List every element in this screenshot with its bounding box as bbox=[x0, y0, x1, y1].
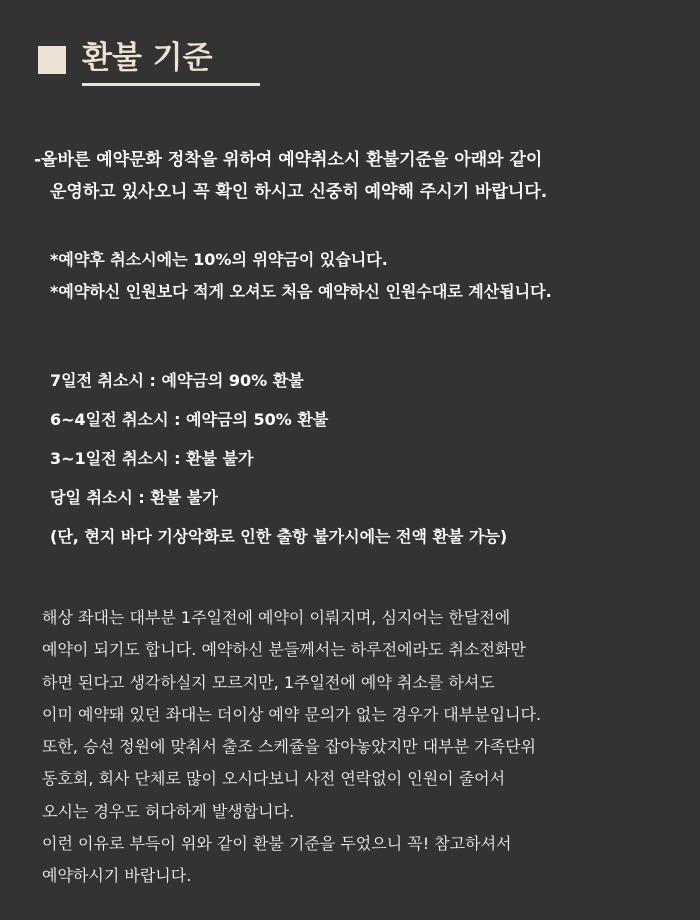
rule-item: *예약하신 인원보다 적게 오셔도 처음 예약하신 인원수대로 계산됩니다. bbox=[50, 282, 552, 301]
description-line: 또한, 승선 정원에 맞춰서 출조 스케쥴을 잡아놓았지만 대부분 가족단위 bbox=[42, 737, 536, 757]
description-line: 동호회, 회사 단체로 많이 오시다보니 사전 연락없이 인원이 줄어서 bbox=[42, 769, 506, 789]
refund-item: 3~1일전 취소시 : 환불 불가 bbox=[50, 449, 254, 468]
notice-paragraph bbox=[34, 144, 674, 208]
notice-line: -올바른 예약문화 정착을 위하여 예약취소시 환불기준을 아래와 같이 bbox=[34, 150, 543, 170]
notice-line: 운영하고 있사오니 꼭 확인 하시고 신중히 예약해 주시기 바랍니다. bbox=[50, 182, 548, 202]
refund-policy-list bbox=[50, 361, 507, 556]
title-underline bbox=[82, 83, 260, 86]
description-line: 하면 된다고 생각하실지 모르지만, 1주일전에 예약 취소를 하셔도 bbox=[42, 672, 495, 692]
square-bullet-icon bbox=[38, 46, 66, 74]
refund-item: 7일전 취소시 : 예약금의 90% 환불 bbox=[50, 371, 304, 390]
description-line: 이미 예약돼 있던 좌대는 더이상 예약 문의가 없는 경우가 대부분입니다. bbox=[42, 704, 542, 724]
refund-item: 6~4일전 취소시 : 예약금의 50% 환불 bbox=[50, 410, 329, 429]
page-title: 환불 기준 bbox=[82, 40, 213, 76]
description-line: 오시는 경우도 허다하게 발생합니다. bbox=[42, 801, 295, 821]
refund-item: 당일 취소시 : 환불 불가 bbox=[50, 488, 218, 507]
description-line: 예약하시기 바랍니다. bbox=[42, 866, 192, 886]
section-header bbox=[38, 36, 228, 88]
description-line: 이런 이유로 부득이 위와 같이 환불 기준을 두었으니 꼭! 참고하셔서 bbox=[42, 834, 512, 854]
rule-item: *예약후 취소시에는 10%의 위약금이 있습니다. bbox=[50, 250, 388, 269]
description-line: 해상 좌대는 대부분 1주일전에 예약이 이뤄지며, 심지어는 한달전에 bbox=[42, 608, 511, 627]
refund-exception-note: (단, 현지 바다 기상악화로 인한 출항 불가시에는 전액 환불 가능) bbox=[50, 527, 508, 546]
penalty-rules bbox=[50, 244, 552, 308]
description-line: 예약이 되기도 합니다. 예약하신 분들께서는 하루전에라도 취소전화만 bbox=[42, 640, 526, 660]
description-paragraph bbox=[42, 602, 541, 893]
